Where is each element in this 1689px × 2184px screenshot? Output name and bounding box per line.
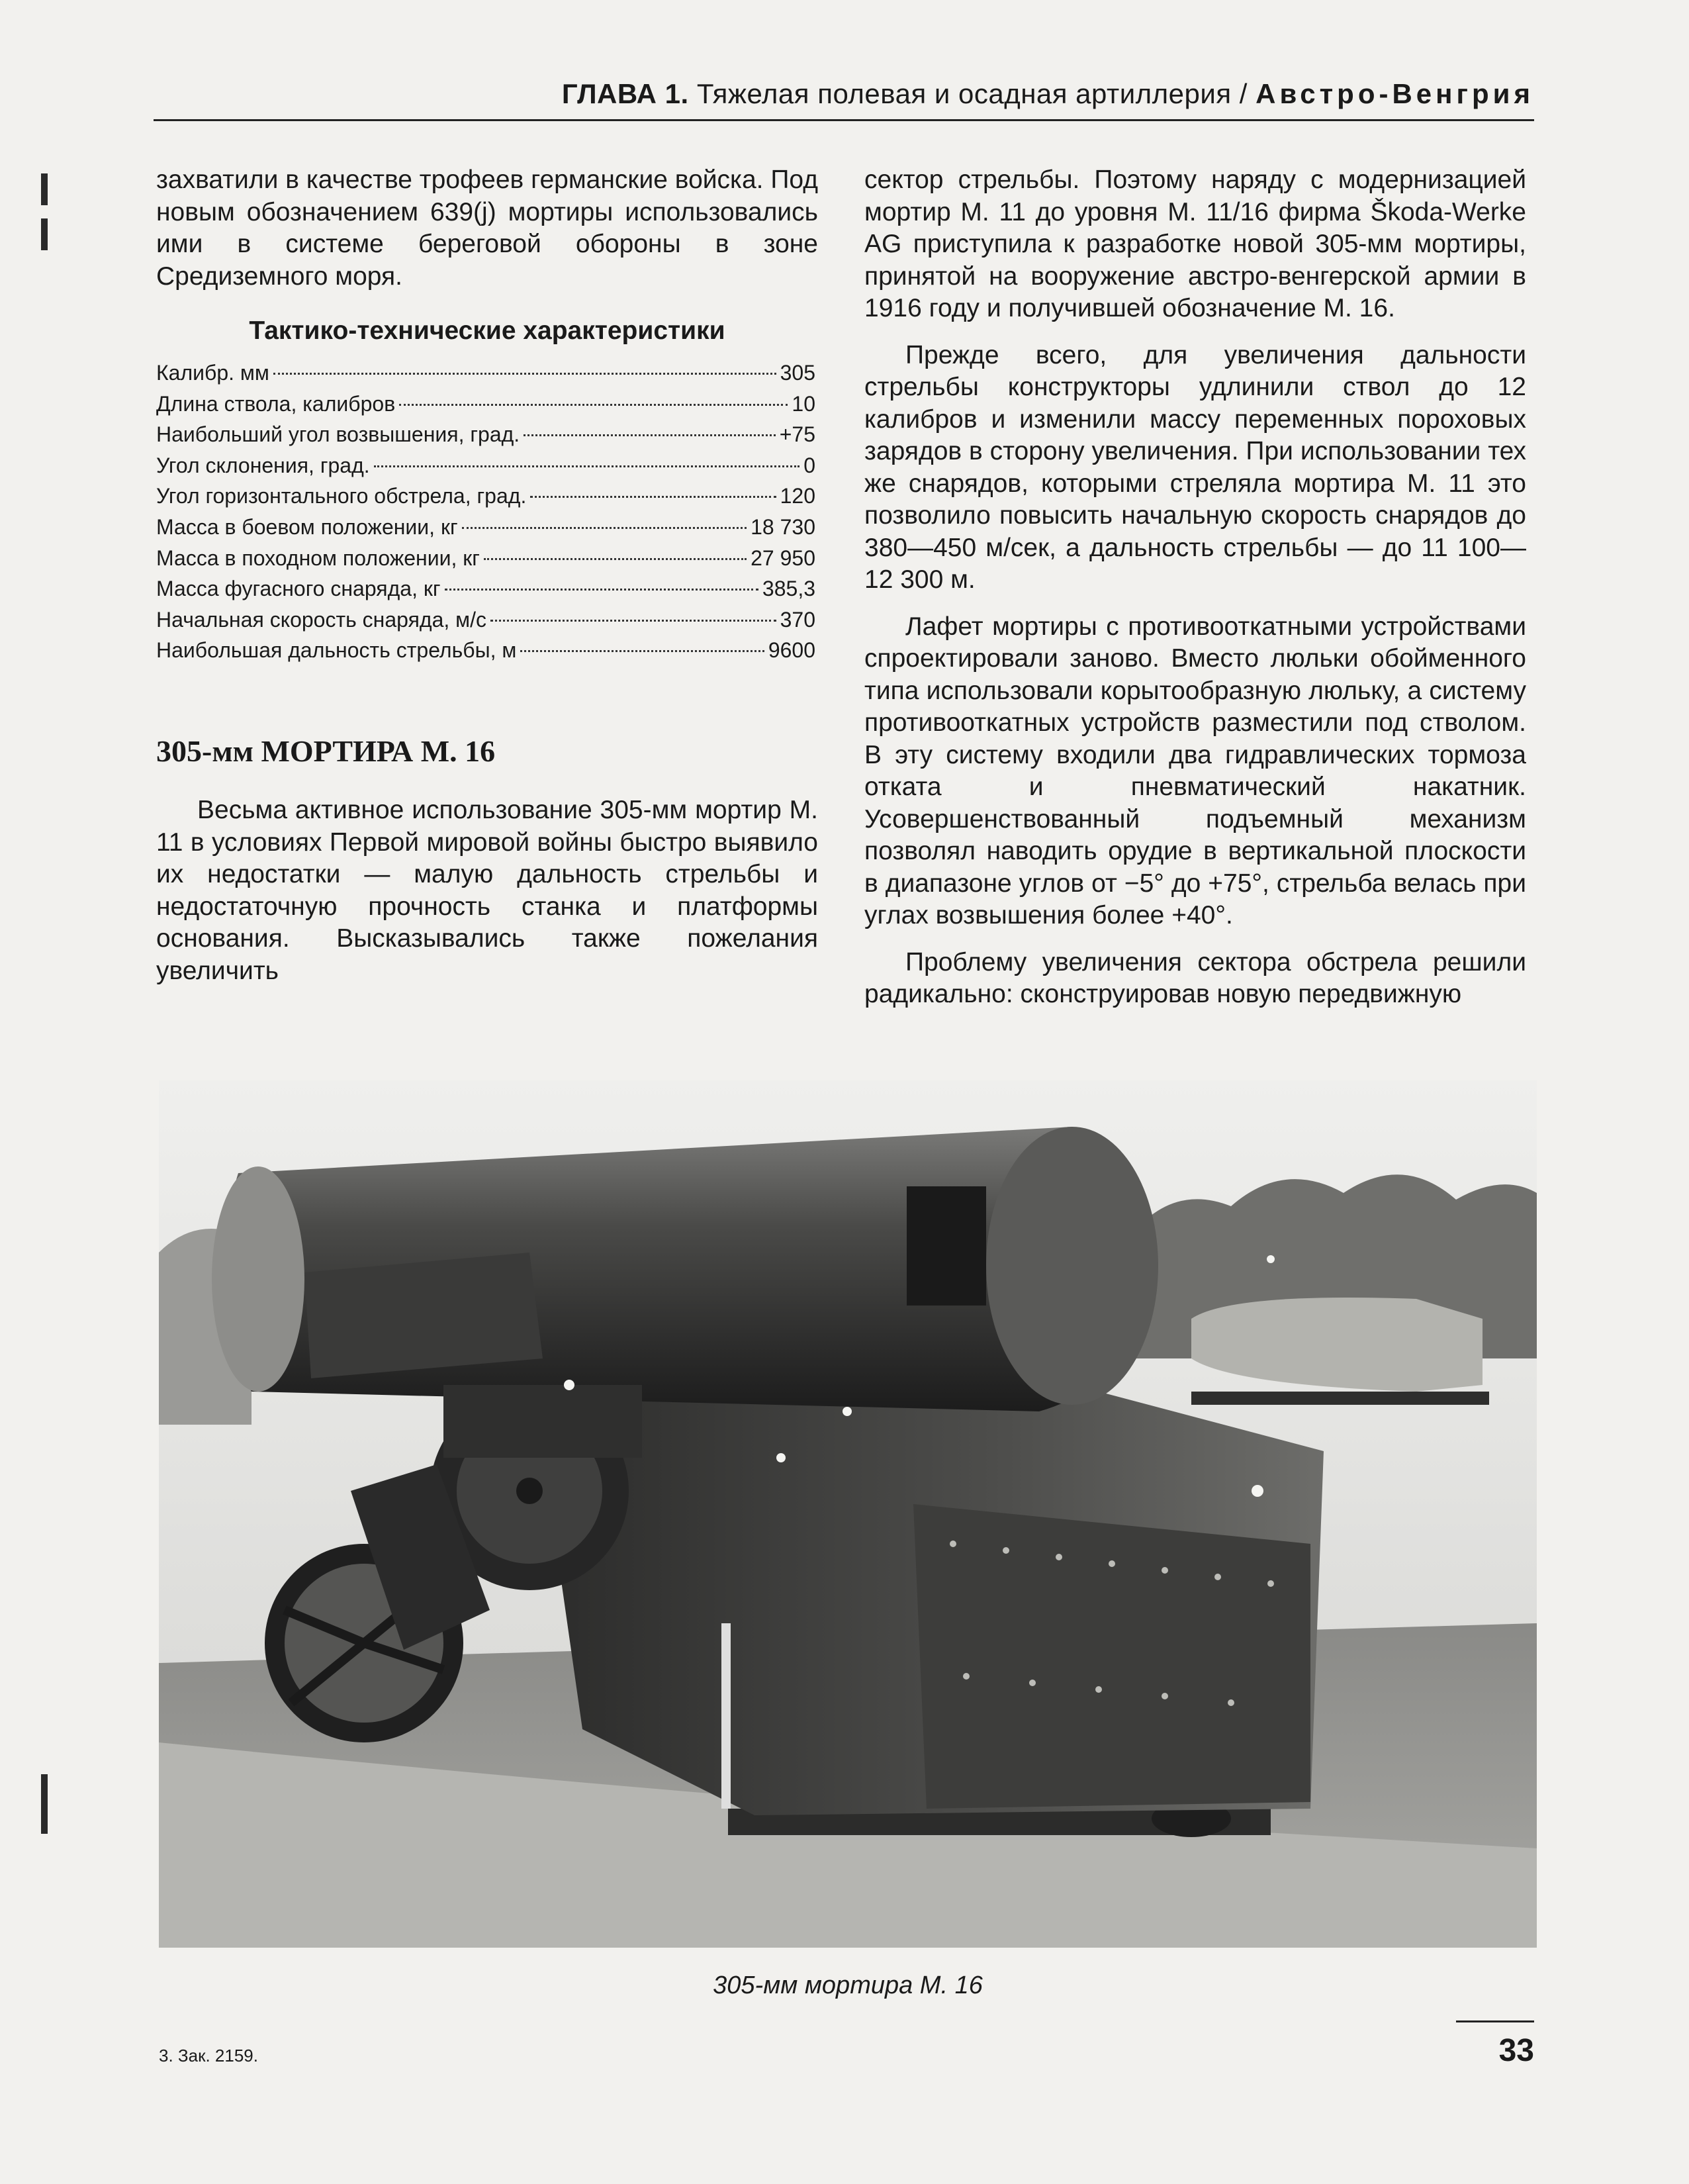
running-head: [154, 78, 1534, 110]
spec-label: Длина ствола, калибров: [156, 391, 396, 416]
spec-label: Наибольшая дальность стрельбы, м: [156, 638, 517, 663]
specs-table: [156, 357, 815, 666]
spec-label: Наибольший угол возвышения, град.: [156, 422, 520, 447]
spec-row: [156, 604, 815, 636]
print-order-mark: 3. Зак. 2159.: [159, 2046, 258, 2065]
spec-row: [156, 635, 815, 666]
spec-value: 370: [780, 607, 815, 632]
spec-label: Масса в боевом положении, кг: [156, 514, 458, 539]
spec-row: [156, 450, 815, 481]
spec-value: 0: [803, 453, 815, 477]
binding-mark: [41, 1774, 48, 1834]
page-number: 33: [1498, 2033, 1534, 2068]
section-body: [156, 794, 818, 987]
figure-caption: 305-мм мортира М. 16: [713, 1971, 983, 1999]
spec-row: [156, 573, 815, 604]
spec-row: [156, 419, 815, 450]
spec-row: [156, 389, 815, 420]
spec-label: Начальная скорость снаряда, м/с: [156, 607, 487, 632]
spec-row: [156, 543, 815, 574]
section-paragraph: Весьма активное использование 305-мм мортир М. 11 в условиях Первой мировой войны быстро выявило их недостатки — малую дальность стрельбы и недостаточную прочность станка и платформы основания. Высказывались также пожелания увеличить: [156, 796, 818, 985]
binding-mark: [41, 218, 48, 250]
spec-value: 9600: [768, 638, 815, 663]
spec-row: [156, 512, 815, 543]
spec-value: +75: [779, 422, 815, 447]
spec-value: 10: [792, 391, 815, 416]
spec-label: Угол склонения, град.: [156, 453, 370, 477]
spec-value: 385,3: [762, 577, 815, 601]
binding-mark: [41, 173, 48, 205]
country-title: Австро-Венгрия: [1255, 78, 1534, 109]
specs-title: Тактико-технические характеристики: [249, 316, 725, 345]
spec-label: Масса в походном положении, кг: [156, 546, 480, 570]
footer-rule: [1456, 2020, 1534, 2022]
right-paragraph-3: Лафет мортиры с противооткатными устройствами спроектировали заново. Вместо люльки обойменного типа использовали корытообразную люльку, а систему противооткатных устройств разместили под стволом. В эту систему входили два гидравлических тормоза отката и пневматический накатник. Усовершенствованный подъемный механизм позволял наводить орудие в вертикальной плоскости в диапазоне углов от −5° до +75°, стрельба велась при углах возвышения более +40°.: [864, 612, 1526, 929]
chapter-label: ГЛАВА 1.: [561, 78, 689, 109]
spec-label: Угол горизонтального обстрела, град.: [156, 484, 527, 508]
section-title: 305-мм МОРТИРА М. 16: [156, 734, 496, 768]
spec-row: [156, 481, 815, 512]
left-intro-paragraph: захватили в качестве трофеев германские войска. Под новым обозначением 639(j) мортиры использовались ими в системе береговой обороны в зоне Средиземного моря.: [156, 166, 818, 291]
right-paragraph-4: Проблему увеличения сектора обстрела решили радикально: сконструировав новую передвижную: [864, 947, 1526, 1008]
spec-label: Масса фугасного снаряда, кг: [156, 577, 441, 601]
spec-value: 18 730: [751, 514, 815, 539]
chapter-title: Тяжелая полевая и осадная артиллерия /: [696, 78, 1248, 109]
spec-value: 27 950: [751, 546, 815, 570]
header-rule: [154, 119, 1534, 121]
left-column: [156, 164, 818, 293]
spec-value: 305: [780, 361, 815, 385]
right-column: [864, 164, 1526, 1011]
spec-row: [156, 357, 815, 389]
right-paragraph-2: Прежде всего, для увеличения дальности стрельбы конструкторы удлинили ствол до 12 калибров и изменили массу переменных пороховых зарядов в сторону увеличения. При использовании тех же снарядов, которыми стреляла мортира М. 11 это позволило повысить начальную скорость снарядов до 380—450 м/сек, а дальность стрельбы — до 11 100—12 300 м.: [864, 340, 1526, 594]
mortar-photo: [159, 1080, 1537, 1948]
spec-label: Калибр. мм: [156, 361, 269, 385]
spec-value: 120: [780, 484, 815, 508]
right-paragraph-1: сектор стрельбы. Поэтому наряду с модернизацией мортир М. 11 до уровня М. 11/16 фирма Škoda-Werke AG приступила к разработке новой 305-мм мортиры, принятой на вооружение австро-венгерской армии в 1916 году и получившей обозначение М. 16.: [864, 166, 1526, 322]
